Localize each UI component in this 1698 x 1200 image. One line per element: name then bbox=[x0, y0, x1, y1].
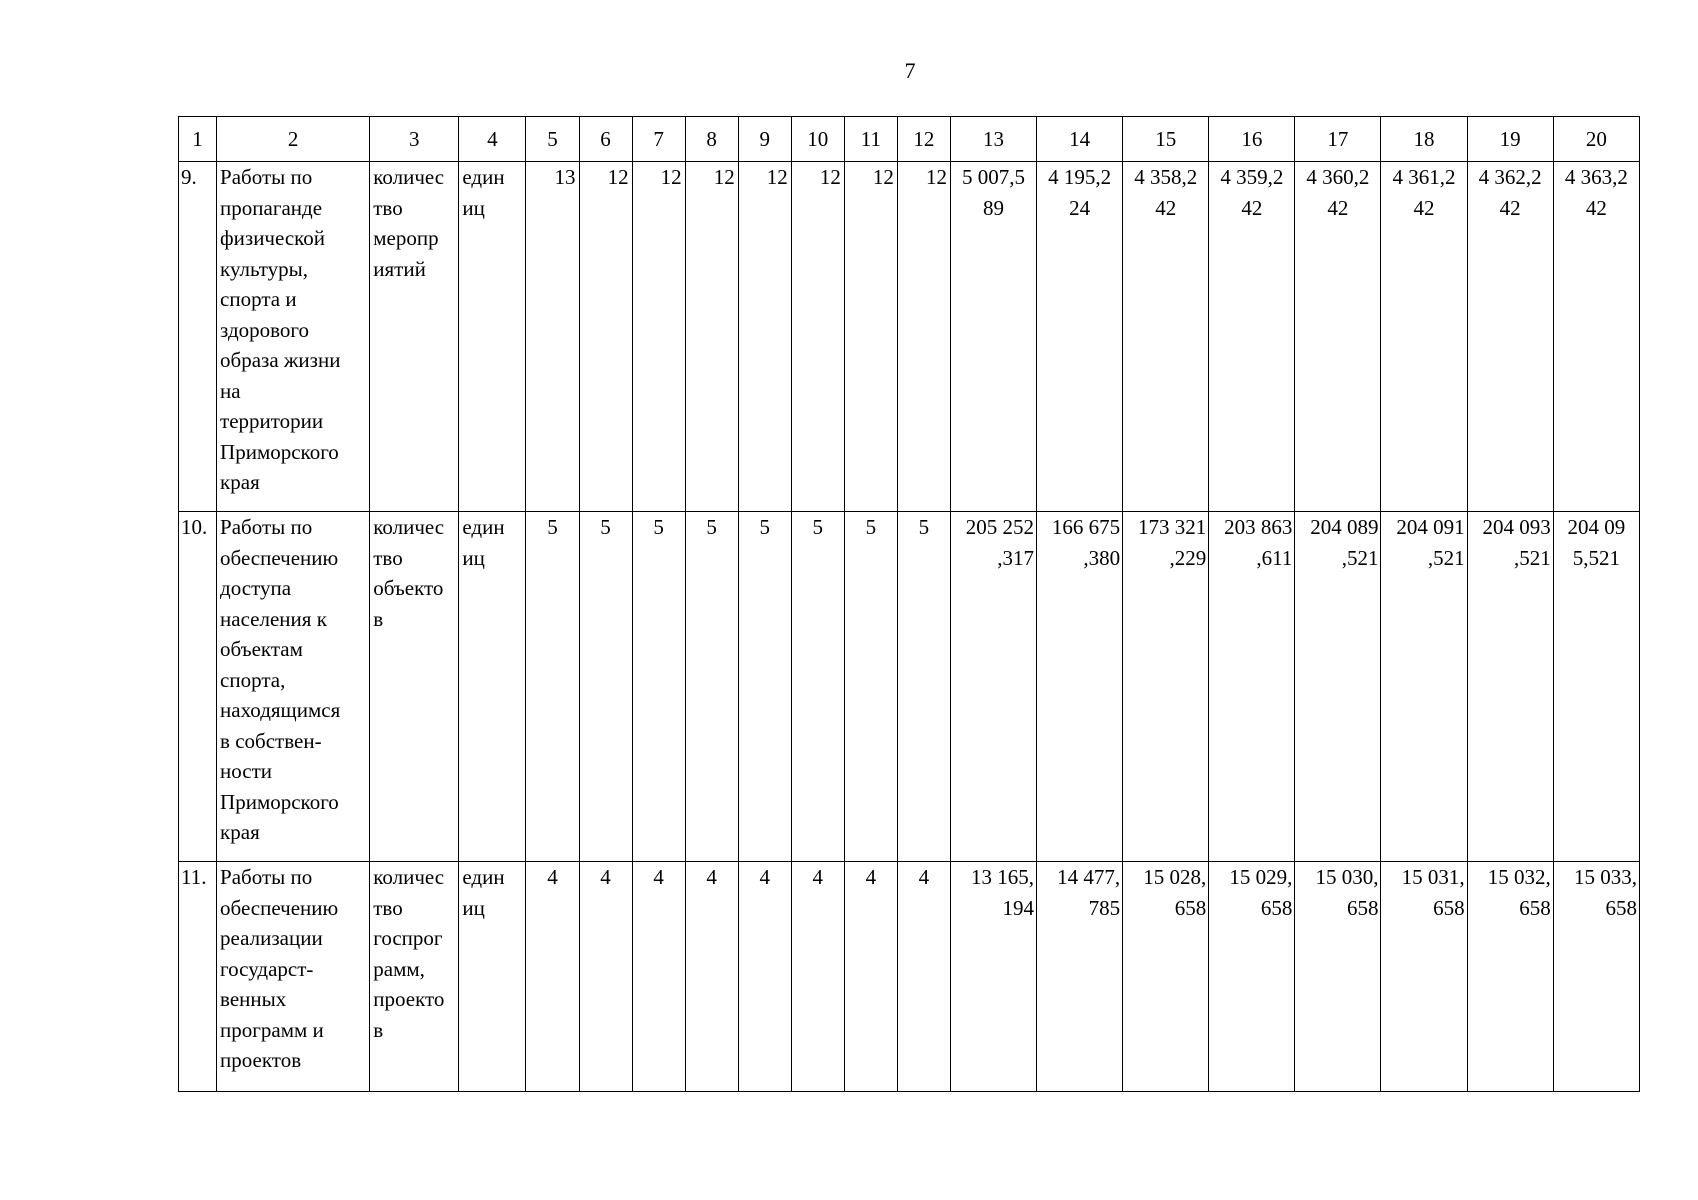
value-cell: 4 195,2 24 bbox=[1037, 162, 1123, 512]
value-cell: 4 363,2 42 bbox=[1553, 162, 1639, 512]
unit: един иц bbox=[459, 162, 526, 512]
indicator: количес тво госпрог рамм, проекто в bbox=[370, 862, 459, 1092]
value-cell: 204 09 5,521 bbox=[1553, 512, 1639, 862]
quantity-cell: 4 bbox=[738, 862, 791, 1092]
value-cell: 4 360,2 42 bbox=[1295, 162, 1381, 512]
header-cell: 11 bbox=[844, 117, 897, 162]
table-row bbox=[179, 162, 1640, 512]
quantity-cell: 12 bbox=[632, 162, 685, 512]
unit: един иц bbox=[459, 512, 526, 862]
header-row bbox=[179, 117, 1640, 162]
header-cell: 10 bbox=[791, 117, 844, 162]
header-cell: 18 bbox=[1381, 117, 1467, 162]
work-name: Работы по обеспечению реализации государст- венных программ и проектов bbox=[217, 862, 370, 1092]
quantity-cell: 4 bbox=[844, 862, 897, 1092]
header-cell: 15 bbox=[1123, 117, 1209, 162]
quantity-cell: 12 bbox=[897, 162, 950, 512]
header-cell: 12 bbox=[897, 117, 950, 162]
work-name: Работы по обеспечению доступа населения к объектам спорта, находящимся в собствен- ности Приморского края bbox=[217, 512, 370, 862]
quantity-cell: 4 bbox=[897, 862, 950, 1092]
row-number: 11. bbox=[179, 862, 217, 1092]
quantity-cell: 5 bbox=[579, 512, 632, 862]
quantity-cell: 12 bbox=[685, 162, 738, 512]
value-cell: 173 321 ,229 bbox=[1123, 512, 1209, 862]
value-cell: 15 031, 658 bbox=[1381, 862, 1467, 1092]
quantity-cell: 5 bbox=[844, 512, 897, 862]
header-cell: 19 bbox=[1467, 117, 1553, 162]
value-cell: 15 032, 658 bbox=[1467, 862, 1553, 1092]
header-cell: 14 bbox=[1037, 117, 1123, 162]
quantity-cell: 5 bbox=[791, 512, 844, 862]
value-cell: 4 359,2 42 bbox=[1209, 162, 1295, 512]
quantity-cell: 5 bbox=[897, 512, 950, 862]
quantity-cell: 4 bbox=[579, 862, 632, 1092]
quantity-cell: 12 bbox=[791, 162, 844, 512]
header-cell: 2 bbox=[217, 117, 370, 162]
header-cell: 5 bbox=[526, 117, 579, 162]
value-cell: 203 863 ,611 bbox=[1209, 512, 1295, 862]
value-cell: 15 028, 658 bbox=[1123, 862, 1209, 1092]
quantity-cell: 5 bbox=[526, 512, 579, 862]
value-cell: 13 165, 194 bbox=[950, 862, 1036, 1092]
table-row bbox=[179, 862, 1640, 1092]
table-row bbox=[179, 512, 1640, 862]
value-cell: 204 089 ,521 bbox=[1295, 512, 1381, 862]
quantity-cell: 5 bbox=[738, 512, 791, 862]
quantity-cell: 13 bbox=[526, 162, 579, 512]
value-cell: 4 362,2 42 bbox=[1467, 162, 1553, 512]
quantity-cell: 5 bbox=[632, 512, 685, 862]
indicator: количес тво объекто в bbox=[370, 512, 459, 862]
page-number: 7 bbox=[904, 58, 916, 83]
header-cell: 13 bbox=[950, 117, 1036, 162]
value-cell: 4 361,2 42 bbox=[1381, 162, 1467, 512]
header-cell: 3 bbox=[370, 117, 459, 162]
value-cell: 5 007,5 89 bbox=[950, 162, 1036, 512]
value-cell: 15 029, 658 bbox=[1209, 862, 1295, 1092]
value-cell: 204 091 ,521 bbox=[1381, 512, 1467, 862]
value-cell: 15 030, 658 bbox=[1295, 862, 1381, 1092]
quantity-cell: 12 bbox=[844, 162, 897, 512]
work-name: Работы по пропаганде физической культуры, спорта и здорового образа жизни на территории Приморского края bbox=[217, 162, 370, 512]
header-cell: 20 bbox=[1553, 117, 1639, 162]
value-cell: 204 093 ,521 bbox=[1467, 512, 1553, 862]
header-cell: 1 bbox=[179, 117, 217, 162]
header-cell: 8 bbox=[685, 117, 738, 162]
header-cell: 16 bbox=[1209, 117, 1295, 162]
indicator: количес тво меропр иятий bbox=[370, 162, 459, 512]
unit: един иц bbox=[459, 862, 526, 1092]
header-cell: 7 bbox=[632, 117, 685, 162]
header-cell: 6 bbox=[579, 117, 632, 162]
row-number: 9. bbox=[179, 162, 217, 512]
value-cell: 4 358,2 42 bbox=[1123, 162, 1209, 512]
quantity-cell: 12 bbox=[579, 162, 632, 512]
quantity-cell: 4 bbox=[526, 862, 579, 1092]
quantity-cell: 4 bbox=[685, 862, 738, 1092]
header-cell: 17 bbox=[1295, 117, 1381, 162]
quantity-cell: 5 bbox=[685, 512, 738, 862]
data-table bbox=[178, 116, 1640, 1092]
quantity-cell: 4 bbox=[632, 862, 685, 1092]
quantity-cell: 4 bbox=[791, 862, 844, 1092]
row-number: 10. bbox=[179, 512, 217, 862]
header-cell: 4 bbox=[459, 117, 526, 162]
value-cell: 15 033, 658 bbox=[1553, 862, 1639, 1092]
quantity-cell: 12 bbox=[738, 162, 791, 512]
value-cell: 205 252 ,317 bbox=[950, 512, 1036, 862]
header-cell: 9 bbox=[738, 117, 791, 162]
value-cell: 14 477, 785 bbox=[1037, 862, 1123, 1092]
value-cell: 166 675 ,380 bbox=[1037, 512, 1123, 862]
